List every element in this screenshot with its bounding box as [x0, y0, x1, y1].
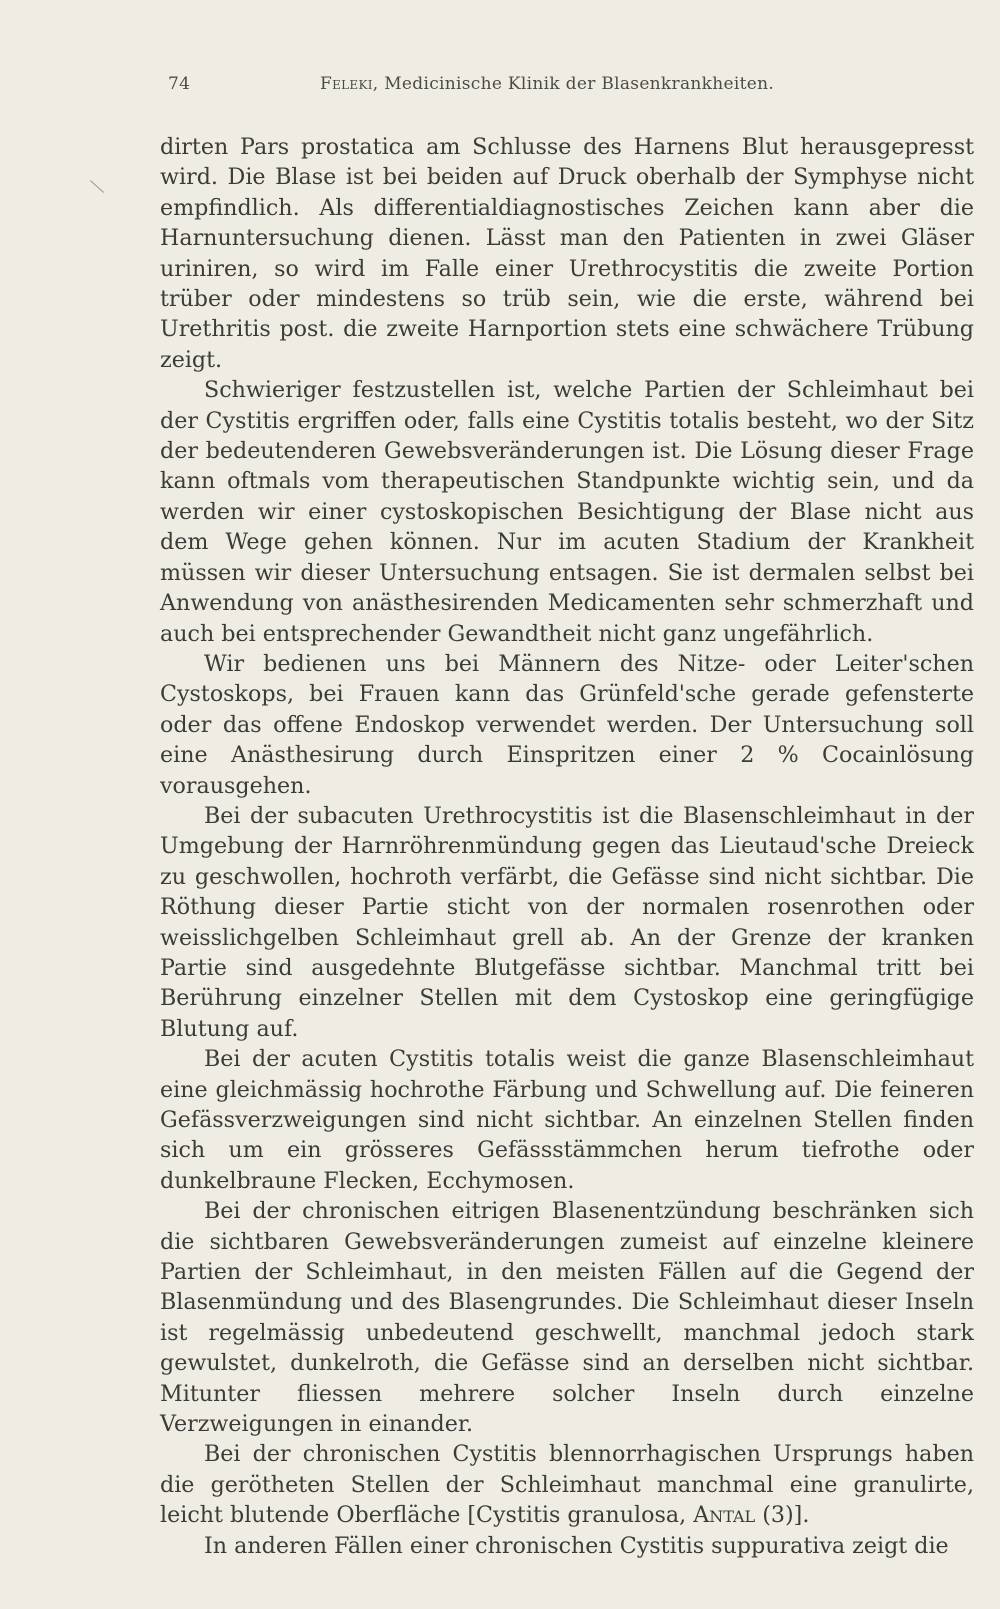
paragraph-7-text-after: (3)].	[755, 1502, 810, 1529]
paragraph-8: In anderen Fällen einer chronischen Cystitis suppurativa zeigt die	[204, 1532, 949, 1559]
paragraph-5: Bei der acuten Cystitis totalis weist die ganze Blasenschleimhaut eine gleichmässig hochrothe Färbung und Schwellung auf. Die feineren Gefässverzweigungen sind nicht sichtbar. An einzelnen Stellen finden sich um ein grösseres Gefässstämmchen herum tiefrothe oder dunkelbraune Flecken, Ecchymosen.	[160, 1046, 974, 1194]
running-head	[320, 74, 774, 94]
page-number: 74	[168, 74, 191, 94]
paragraph-7-text-before: Bei der chronischen Cystitis blennorrhagischen Ursprungs haben die gerötheten Stellen der Schleimhaut manchmal eine granulirte, leicht blutende Oberfläche [Cystitis granulosa,	[160, 1441, 974, 1529]
running-head-author: Feleki	[320, 74, 373, 94]
paragraph-1: dirten Pars prostatica am Schlusse des Harnens Blut herausgepresst wird. Die Blase ist bei beiden auf Druck oberhalb der Symphyse nicht empfindlich. Als differentialdiagnostisches Zeichen kann aber die Harnuntersuchung dienen. Lässt man den Patienten in zwei Gläser uriniren, so wird im Falle einer Urethrocystitis die zweite Portion trüber oder mindestens so trüb sein, wie die erste, während bei Urethritis post. die zweite Harnportion stets eine schwächere Trübung zeigt.	[160, 134, 974, 373]
paragraph-2: Schwieriger festzustellen ist, welche Partien der Schleimhaut bei der Cystitis ergriffen oder, falls eine Cystitis totalis besteht, wo der Sitz der bedeutenderen Gewebsveränderungen ist. Die Lösung dieser Frage kann oftmals vom therapeutischen Standpunkte wichtig sein, und da werden wir einer cystoskopischen Besichtigung der Blase nicht aus dem Wege gehen können. Nur im acuten Stadium der Krankheit müssen wir dieser Untersuchung entsagen. Sie ist dermalen selbst bei Anwendung von anästhesirenden Medicamenten sehr schmerzhaft und auch bei entsprechender Gewandtheit nicht ganz ungefährlich.	[160, 377, 974, 647]
running-head-title: , Medicinische Klinik der Blasenkrankheiten.	[372, 74, 775, 94]
paragraph-6: Bei der chronischen eitrigen Blasenentzündung beschränken sich die sichtbaren Gewebsveränderungen zumeist auf einzelne kleinere Partien der Schleimhaut, in den meisten Fällen auf die Gegend der Blasenmündung und des Blasengrundes. Die Schleimhaut dieser Inseln ist regelmässig unbedeutend geschwellt, manchmal jedoch stark gewulstet, dunkelroth, die Gefässe sind an derselben nicht sichtbar. Mitunter fliessen mehrere solcher Inseln durch einzelne Verzweigungen in einander.	[160, 1198, 974, 1438]
paragraph-3: Wir bedienen uns bei Männern des Nitze- oder Leiter'schen Cystoskops, bei Frauen kann das Grünfeld'sche gerade gefensterte oder das offene Endoskop verwendet werden. Der Untersuchung soll eine Anästhesirung durch Einspritzen einer 2 % Cocainlösung vorausgehen.	[160, 650, 974, 799]
paragraph-7	[160, 1439, 974, 1530]
paragraph-4: Bei der subacuten Urethrocystitis ist die Blasenschleimhaut in der Umgebung der Harnröhrenmündung gegen das Lieutaud'sche Dreieck zu geschwollen, hochroth verfärbt, die Gefässe sind nicht sichtbar. Die Röthung dieser Partie sticht von der normalen rosenrothen oder weisslichgelben Schleimhaut grell ab. An der Grenze der kranken Partie sind ausgedehnte Blutgefässe sichtbar. Manchmal tritt bei Berührung einzelner Stellen mit dem Cystoskop eine geringfügige Blutung auf.	[160, 802, 974, 1042]
pencil-mark	[90, 180, 104, 193]
body-text	[160, 132, 974, 1561]
citation-author: Antal	[693, 1502, 756, 1529]
